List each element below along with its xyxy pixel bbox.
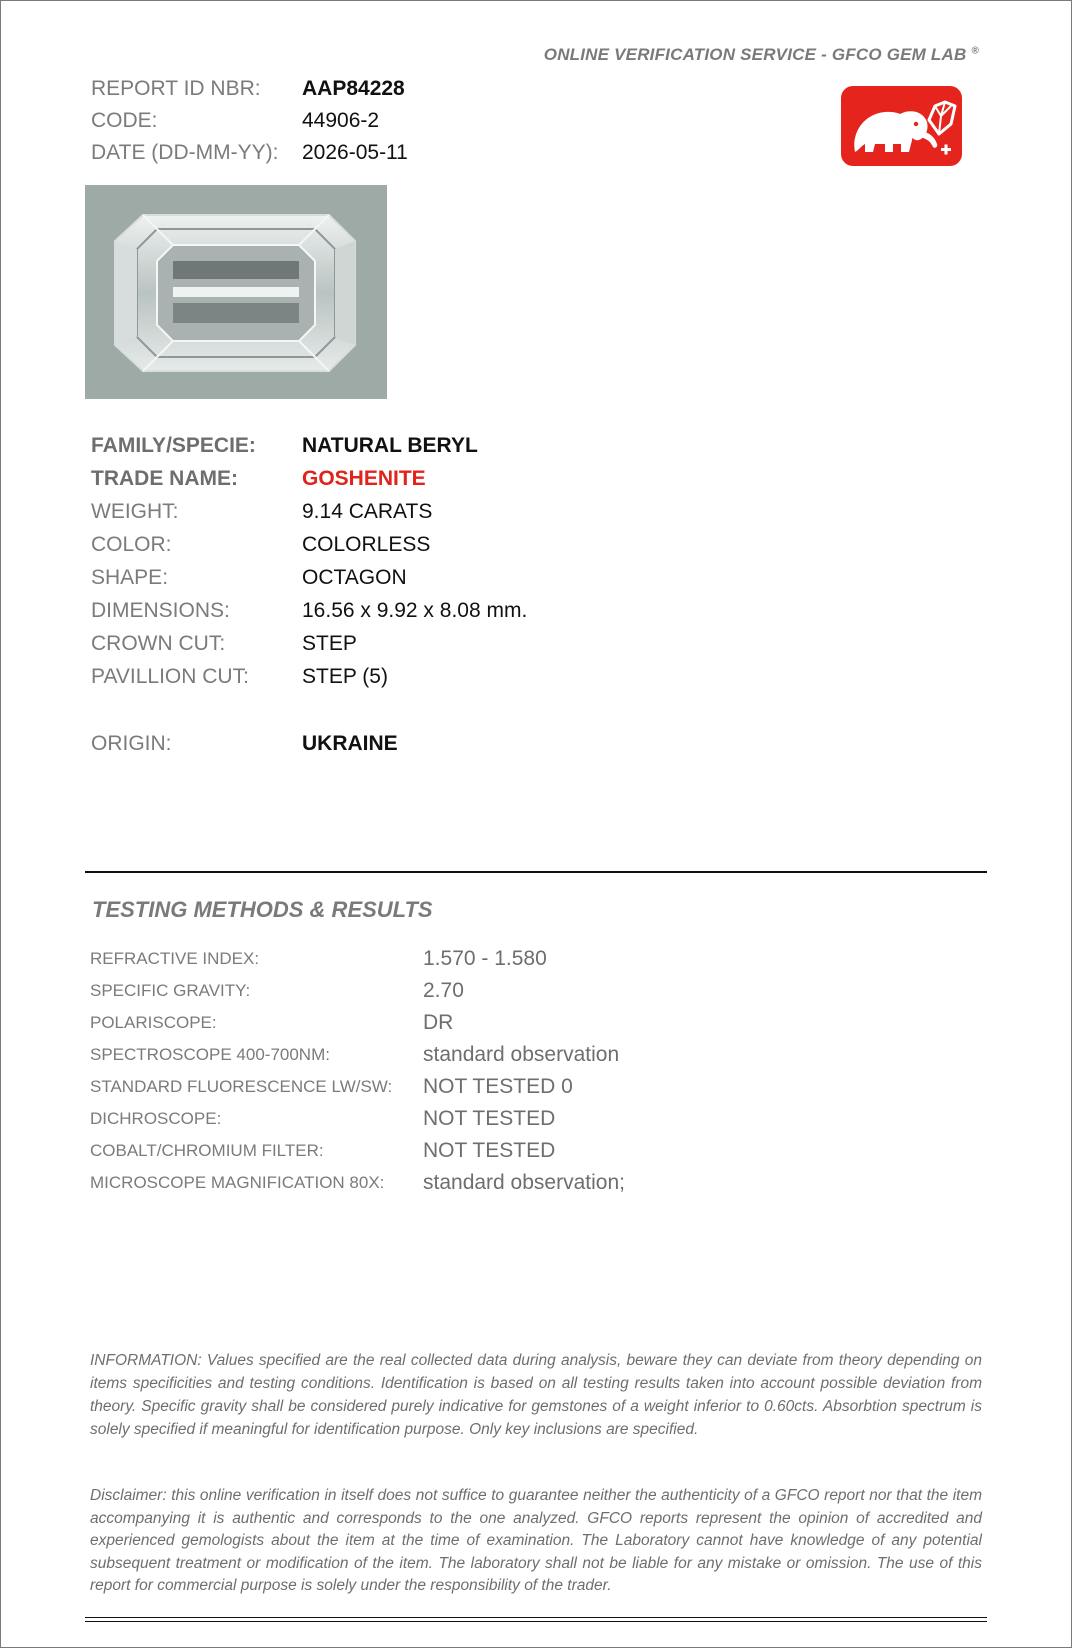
trade-name-value: GOSHENITE: [302, 466, 426, 490]
date-value: 2026-05-11: [302, 141, 408, 164]
property-value: STEP: [302, 631, 357, 655]
test-label: STANDARD FLUORESCENCE LW/SW:: [90, 1077, 393, 1096]
test-value: NOT TESTED: [423, 1107, 556, 1130]
gemstone-photo: [85, 185, 387, 399]
property-row-color: [91, 528, 527, 561]
date-label: DATE (DD-MM-YY):: [91, 141, 279, 164]
property-row-dimensions: [91, 594, 527, 627]
property-label: FAMILY/SPECIE:: [91, 433, 256, 457]
report-id-label: REPORT ID NBR:: [91, 77, 261, 100]
property-row-trade-name: [91, 462, 527, 495]
test-label: SPECTROSCOPE 400-700NM:: [90, 1045, 330, 1064]
property-row-origin: [91, 727, 527, 760]
test-value: standard observation: [423, 1043, 620, 1066]
test-label: DICHROSCOPE:: [90, 1109, 222, 1128]
property-label: PAVILLION CUT:: [91, 664, 249, 688]
property-label: DIMENSIONS:: [91, 598, 230, 622]
property-row-family: [91, 429, 527, 462]
property-label: CROWN CUT:: [91, 631, 226, 655]
property-label: TRADE NAME:: [91, 466, 238, 490]
code-label: CODE:: [91, 109, 158, 132]
origin-label: ORIGIN:: [91, 731, 172, 755]
report-id-value: AAP84228: [302, 77, 405, 100]
test-row: [90, 1039, 625, 1071]
code-row: [91, 105, 408, 137]
test-row: [90, 975, 625, 1007]
test-value: DR: [423, 1011, 454, 1034]
property-row-shape: [91, 561, 527, 594]
test-value: NOT TESTED 0: [423, 1075, 573, 1098]
test-label: COBALT/CHROMIUM FILTER:: [90, 1141, 324, 1160]
property-value: 9.14 CARATS: [302, 499, 433, 523]
information-note: INFORMATION: Values specified are the real collected data during analysis, beware they can deviate from theory depending on items specificities and testing conditions. Identification is based on all testing results taken into account possible deviation from theory. Specific gravity shall be considered purely indicative for gemstones of a weight inferior to 0.60cts. Absorbtion spectrum is solely specified if meaningful for identification purpose. Only key inclusions are specified.: [90, 1352, 982, 1438]
registered-mark: ®: [971, 45, 979, 57]
report-id-row: [91, 73, 408, 105]
property-value: OCTAGON: [302, 565, 407, 589]
test-row: [90, 1135, 625, 1167]
test-row: [90, 1071, 625, 1103]
elephant-diamond-icon: [841, 86, 962, 166]
property-value: COLORLESS: [302, 532, 431, 556]
spacer: [91, 693, 527, 727]
property-value: NATURAL BERYL: [302, 433, 478, 457]
test-value: standard observation;: [423, 1171, 625, 1194]
test-value: NOT TESTED: [423, 1139, 556, 1162]
gemstone-octagon-icon: [85, 185, 387, 399]
test-label: POLARISCOPE:: [90, 1013, 217, 1032]
property-row-pavillion-cut: [91, 660, 527, 693]
property-label: SHAPE:: [91, 565, 169, 589]
test-row: [90, 1103, 625, 1135]
verification-service-heading: [544, 45, 979, 65]
date-row: [91, 137, 408, 169]
property-value: 16.56 x 9.92 x 8.08 mm.: [302, 598, 528, 622]
test-label: REFRACTIVE INDEX:: [90, 949, 260, 968]
gem-properties: [91, 429, 527, 760]
test-label: SPECIFIC GRAVITY:: [90, 981, 251, 1000]
test-label: MICROSCOPE MAGNIFICATION 80X:: [90, 1173, 385, 1192]
gfco-logo: [841, 86, 962, 166]
testing-section-title: TESTING METHODS & RESULTS: [92, 897, 433, 922]
test-row: [90, 943, 625, 975]
footer-double-rule: [85, 1617, 987, 1622]
disclaimer-note: Disclaimer: this online verification in itself does not suffice to guarantee neither the authenticity of a GFCO report nor that the item accompanying it is authentic and corresponds to the one analyzed. GFCO reports represent the opinion of accredited and experienced gemologists about the item at the time of examination. The Laboratory cannot have knowledge of any potential subsequent treatment or modification of the item. The laboratory shall not be liable for any mistake or omission. The use of this report for commercial purpose is solely under the responsibility of the trader.: [90, 1487, 982, 1594]
property-value: STEP (5): [302, 664, 388, 688]
report-header: [91, 73, 408, 169]
service-text: ONLINE VERIFICATION SERVICE - GFCO GEM LAB: [543, 45, 967, 64]
property-row-weight: [91, 495, 527, 528]
property-row-crown-cut: [91, 627, 527, 660]
test-row: [90, 1167, 625, 1199]
property-label: WEIGHT:: [91, 499, 179, 523]
test-value: 2.70: [423, 979, 464, 1002]
code-value: 44906-2: [302, 109, 380, 132]
test-row: [90, 1007, 625, 1039]
testing-results: [90, 943, 625, 1199]
section-divider: [85, 871, 987, 873]
property-label: COLOR:: [91, 532, 172, 556]
origin-value: UKRAINE: [302, 731, 398, 755]
test-value: 1.570 - 1.580: [423, 947, 547, 970]
